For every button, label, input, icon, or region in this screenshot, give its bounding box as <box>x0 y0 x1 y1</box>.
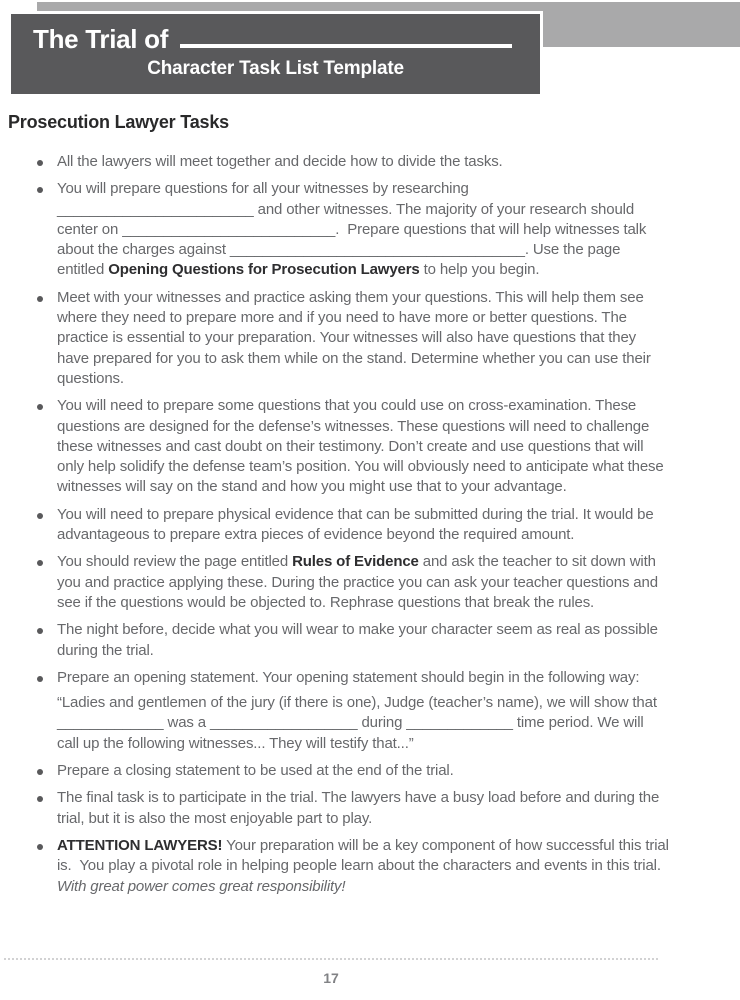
text-segment: Prepare a closing statement to be used at the end of the trial. <box>57 762 454 780</box>
text-segment: time period. We will call up the following witnesses... They will testify that...” <box>57 714 644 752</box>
text-segment: . Use the page entitled <box>57 241 621 279</box>
text-segment: ________________________ <box>57 200 254 218</box>
page-title: The Trial of <box>33 24 169 54</box>
task-item <box>35 620 670 661</box>
title-row <box>11 14 540 55</box>
task-item <box>35 505 670 546</box>
text-segment: You will prepare questions for all your witnesses by researching <box>57 180 469 198</box>
task-content <box>57 152 669 172</box>
bullet-icon <box>35 620 57 661</box>
bold-text-segment: Rules of Evidence <box>292 553 419 571</box>
title-blank-line <box>180 22 512 48</box>
text-segment: and other witnesses. The majority of your research should center on <box>57 200 635 238</box>
task-paragraph <box>57 668 669 688</box>
task-item <box>35 396 670 497</box>
text-segment: __________________ <box>209 714 358 732</box>
title-box <box>8 11 543 97</box>
text-segment: to help you begin. <box>419 261 540 279</box>
task-item <box>35 552 670 613</box>
task-item <box>35 288 670 389</box>
task-paragraph <box>57 396 669 497</box>
task-content <box>57 288 669 389</box>
task-item <box>35 152 670 172</box>
text-segment: “Ladies and gentlemen of the jury (if there is one), Judge (teacher’s name), we will show that <box>57 694 657 712</box>
page-subtitle: Character Task List Template <box>147 58 404 79</box>
text-segment: Meet with your witnesses and practice asking them your questions. This will help them see where they need to prepare more and if you need to have more or better questions. The practice is essential to your preparation. Your witnesses will also have questions that they have prepared for you to ask them while on the stand. Determine whether you can use their questions. <box>57 288 651 387</box>
task-item <box>35 788 670 829</box>
task-paragraph <box>57 552 669 613</box>
task-paragraph <box>57 836 669 897</box>
task-content <box>57 179 669 280</box>
text-segment: You should review the page entitled <box>57 553 293 571</box>
content-area <box>8 112 672 904</box>
bullet-icon <box>35 505 57 546</box>
task-item <box>35 836 670 897</box>
text-segment: You will need to prepare some questions that you could use on cross-examination. These questions are designed for the defense’s witnesses. These questions will need to challenge these witnesses and cast doubt on their testimony. Don’t create and use questions that will only help solidify the defense team’s position. You will obviously need to anticipate what these witnesses will say on the stand and how you might use that to your advantage. <box>57 397 664 496</box>
task-content <box>57 620 669 661</box>
text-segment: was a <box>163 714 210 732</box>
task-list <box>8 152 670 897</box>
text-segment: Your preparation will be a key component of how successful this trial is. You play a pivotal role in helping people learn about the characters and events in this trial. <box>57 836 669 875</box>
task-paragraph <box>57 288 669 389</box>
task-item <box>35 761 670 781</box>
task-paragraph <box>57 152 669 172</box>
task-content <box>57 761 669 781</box>
task-content <box>57 836 669 897</box>
bullet-icon <box>35 152 57 172</box>
task-paragraph <box>57 179 669 280</box>
bullet-icon <box>35 836 57 897</box>
bullet-icon <box>35 179 57 280</box>
task-content <box>57 668 669 754</box>
bullet-icon <box>35 552 57 613</box>
text-segment: and ask the teacher to sit down with you and practice applying these. During the practice you can ask your teacher questions and see if the questions would be objected to. Rephrase questions that break the rules. <box>57 553 658 611</box>
task-content <box>57 396 669 497</box>
bullet-icon <box>35 396 57 497</box>
bullet-icon <box>35 788 57 829</box>
italic-text-segment: With great power comes great responsibility! <box>57 877 346 895</box>
bullet-icon <box>35 761 57 781</box>
task-paragraph <box>57 693 669 754</box>
section-heading: Prosecution Lawyer Tasks <box>8 112 229 132</box>
text-segment: The night before, decide what you will wear to make your character seem as real as possible during the trial. <box>57 621 658 659</box>
bold-text-segment: Opening Questions for Prosecution Lawyers <box>108 261 420 279</box>
footer-divider <box>4 958 658 960</box>
text-segment: . Prepare questions that will help witnesses talk about the charges against <box>57 220 647 259</box>
task-content <box>57 788 669 829</box>
text-segment: _____________ <box>57 714 164 732</box>
task-content <box>57 552 669 613</box>
footer <box>4 958 658 986</box>
text-segment: __________________________ <box>122 220 336 238</box>
text-segment: Prepare an opening statement. Your opening statement should begin in the following way: <box>57 668 640 686</box>
task-paragraph <box>57 761 669 781</box>
task-paragraph <box>57 505 669 546</box>
task-item <box>35 179 670 280</box>
text-segment: ____________________________________ <box>229 241 525 259</box>
text-segment: _____________ <box>406 714 513 732</box>
text-segment: You will need to prepare physical evidence that can be submitted during the trial. It would be advantageous to prepare extra pieces of evidence beyond the required amount. <box>57 505 654 544</box>
task-paragraph <box>57 620 669 661</box>
bold-text-segment: ATTENTION LAWYERS! <box>57 836 223 854</box>
page-number: 17 <box>323 970 339 986</box>
task-content <box>57 505 669 546</box>
text-segment: All the lawyers will meet together and decide how to divide the tasks. <box>57 153 503 170</box>
text-segment: during <box>357 714 407 732</box>
text-segment: The final task is to participate in the trial. The lawyers have a busy load before and during the trial, but it is also the most enjoyable part to play. <box>57 789 660 827</box>
bullet-icon <box>35 668 57 754</box>
task-paragraph <box>57 788 669 829</box>
bullet-icon <box>35 288 57 389</box>
task-item <box>35 668 670 754</box>
